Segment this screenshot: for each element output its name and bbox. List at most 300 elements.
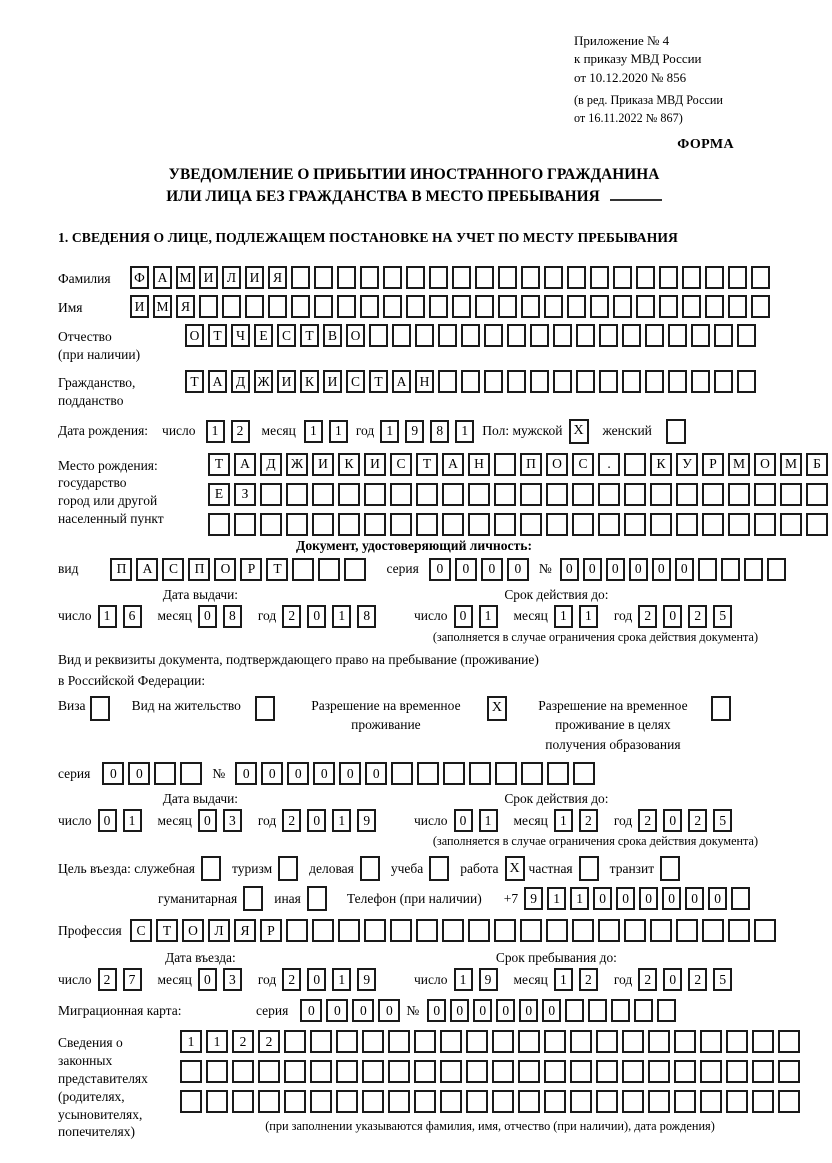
char-cell[interactable] [613, 295, 632, 318]
char-cell[interactable] [337, 266, 356, 289]
char-cell[interactable] [596, 1030, 618, 1053]
char-cell[interactable]: 0 [198, 605, 217, 628]
purpose-tourism-checkbox[interactable] [278, 856, 298, 881]
char-cell[interactable] [544, 1060, 566, 1083]
char-cell[interactable]: Б [806, 453, 828, 476]
char-cell[interactable] [778, 1060, 800, 1083]
char-cell[interactable] [291, 295, 310, 318]
char-cell[interactable] [390, 919, 412, 942]
char-cell[interactable]: Р [702, 453, 724, 476]
char-cell[interactable] [721, 558, 740, 581]
char-cell[interactable]: 0 [261, 762, 283, 785]
char-cell[interactable] [466, 1060, 488, 1083]
char-cell[interactable]: 0 [662, 887, 681, 910]
char-cell[interactable] [596, 1060, 618, 1083]
char-cell[interactable]: 0 [593, 887, 612, 910]
char-cell[interactable] [613, 266, 632, 289]
char-cell[interactable]: П [110, 558, 132, 581]
char-cell[interactable]: Ч [231, 324, 250, 347]
char-cell[interactable]: 0 [429, 558, 451, 581]
char-cell[interactable] [518, 1060, 540, 1083]
char-cell[interactable]: С [162, 558, 184, 581]
char-cell[interactable]: 5 [713, 968, 732, 991]
char-cell[interactable]: Т [185, 370, 204, 393]
char-cell[interactable]: 0 [455, 558, 477, 581]
char-cell[interactable]: К [650, 453, 672, 476]
char-cell[interactable]: 0 [675, 558, 694, 581]
char-cell[interactable]: 6 [123, 605, 142, 628]
char-cell[interactable] [573, 762, 595, 785]
char-cell[interactable]: О [754, 453, 776, 476]
char-cell[interactable]: Л [222, 266, 241, 289]
male-checkbox[interactable]: X [569, 419, 589, 444]
char-cell[interactable]: 0 [300, 999, 322, 1022]
char-cell[interactable] [702, 919, 724, 942]
char-cell[interactable]: Е [254, 324, 273, 347]
char-cell[interactable] [414, 1060, 436, 1083]
char-cell[interactable] [338, 919, 360, 942]
char-cell[interactable] [443, 762, 465, 785]
char-cell[interactable] [336, 1090, 358, 1113]
char-cell[interactable]: 0 [128, 762, 150, 785]
char-cell[interactable]: А [442, 453, 464, 476]
char-cell[interactable] [338, 483, 360, 506]
char-cell[interactable] [778, 1030, 800, 1053]
char-cell[interactable] [634, 999, 653, 1022]
char-cell[interactable]: 8 [223, 605, 242, 628]
char-cell[interactable] [520, 513, 542, 536]
char-cell[interactable] [572, 919, 594, 942]
char-cell[interactable] [752, 1030, 774, 1053]
char-cell[interactable] [390, 513, 412, 536]
char-cell[interactable]: 2 [579, 968, 598, 991]
char-cell[interactable]: Р [240, 558, 262, 581]
char-cell[interactable]: 0 [313, 762, 335, 785]
char-cell[interactable] [622, 324, 641, 347]
char-cell[interactable] [590, 295, 609, 318]
char-cell[interactable] [442, 513, 464, 536]
char-cell[interactable] [806, 513, 828, 536]
char-cell[interactable] [362, 1030, 384, 1053]
char-cell[interactable] [700, 1090, 722, 1113]
char-cell[interactable] [682, 295, 701, 318]
temp-residence-checkbox[interactable]: X [487, 696, 507, 721]
char-cell[interactable] [668, 370, 687, 393]
char-cell[interactable] [553, 324, 572, 347]
char-cell[interactable] [674, 1060, 696, 1083]
char-cell[interactable]: 0 [102, 762, 124, 785]
char-cell[interactable] [312, 919, 334, 942]
char-cell[interactable]: 1 [554, 605, 573, 628]
char-cell[interactable] [737, 324, 756, 347]
female-checkbox[interactable] [666, 419, 686, 444]
char-cell[interactable]: В [323, 324, 342, 347]
char-cell[interactable] [520, 919, 542, 942]
char-cell[interactable] [648, 1060, 670, 1083]
char-cell[interactable]: 2 [638, 605, 657, 628]
char-cell[interactable] [570, 1090, 592, 1113]
char-cell[interactable] [705, 295, 724, 318]
char-cell[interactable]: Я [176, 295, 195, 318]
char-cell[interactable]: Т [208, 453, 230, 476]
char-cell[interactable] [645, 324, 664, 347]
char-cell[interactable]: Т [300, 324, 319, 347]
char-cell[interactable]: 1 [455, 420, 474, 443]
char-cell[interactable]: 0 [454, 605, 473, 628]
char-cell[interactable] [180, 1090, 202, 1113]
char-cell[interactable] [475, 295, 494, 318]
char-cell[interactable]: 9 [357, 968, 376, 991]
char-cell[interactable] [567, 266, 586, 289]
char-cell[interactable] [728, 919, 750, 942]
char-cell[interactable]: 1 [554, 968, 573, 991]
char-cell[interactable] [507, 324, 526, 347]
char-cell[interactable]: 2 [688, 605, 707, 628]
char-cell[interactable] [312, 513, 334, 536]
purpose-work-checkbox[interactable]: X [505, 856, 525, 881]
char-cell[interactable] [484, 370, 503, 393]
char-cell[interactable] [492, 1090, 514, 1113]
char-cell[interactable]: 0 [235, 762, 257, 785]
char-cell[interactable]: А [136, 558, 158, 581]
char-cell[interactable] [754, 483, 776, 506]
char-cell[interactable] [544, 1090, 566, 1113]
char-cell[interactable]: 1 [380, 420, 399, 443]
char-cell[interactable] [498, 295, 517, 318]
char-cell[interactable]: 9 [405, 420, 424, 443]
char-cell[interactable] [565, 999, 584, 1022]
char-cell[interactable] [726, 1030, 748, 1053]
char-cell[interactable] [468, 513, 490, 536]
char-cell[interactable] [731, 887, 750, 910]
char-cell[interactable]: 0 [616, 887, 635, 910]
purpose-transit-checkbox[interactable] [660, 856, 680, 881]
char-cell[interactable] [468, 483, 490, 506]
char-cell[interactable] [622, 370, 641, 393]
char-cell[interactable] [337, 295, 356, 318]
char-cell[interactable] [596, 1090, 618, 1113]
char-cell[interactable] [429, 295, 448, 318]
char-cell[interactable] [806, 483, 828, 506]
char-cell[interactable] [495, 762, 517, 785]
char-cell[interactable] [648, 1090, 670, 1113]
char-cell[interactable]: М [176, 266, 195, 289]
char-cell[interactable] [258, 1060, 280, 1083]
char-cell[interactable] [520, 483, 542, 506]
char-cell[interactable] [570, 1060, 592, 1083]
purpose-business-checkbox[interactable] [360, 856, 380, 881]
char-cell[interactable] [650, 513, 672, 536]
char-cell[interactable]: М [728, 453, 750, 476]
char-cell[interactable] [726, 1090, 748, 1113]
purpose-private-checkbox[interactable] [579, 856, 599, 881]
char-cell[interactable]: 0 [583, 558, 602, 581]
char-cell[interactable] [702, 483, 724, 506]
char-cell[interactable]: П [188, 558, 210, 581]
char-cell[interactable] [440, 1090, 462, 1113]
char-cell[interactable] [553, 370, 572, 393]
char-cell[interactable]: 0 [326, 999, 348, 1022]
char-cell[interactable] [180, 1060, 202, 1083]
char-cell[interactable]: Т [208, 324, 227, 347]
char-cell[interactable] [691, 324, 710, 347]
char-cell[interactable]: 0 [427, 999, 446, 1022]
char-cell[interactable] [292, 558, 314, 581]
char-cell[interactable]: 2 [98, 968, 117, 991]
char-cell[interactable]: 0 [606, 558, 625, 581]
char-cell[interactable] [636, 266, 655, 289]
char-cell[interactable]: 0 [307, 605, 326, 628]
char-cell[interactable]: 1 [206, 1030, 228, 1053]
char-cell[interactable] [406, 295, 425, 318]
char-cell[interactable]: 0 [287, 762, 309, 785]
char-cell[interactable] [336, 1030, 358, 1053]
char-cell[interactable] [546, 483, 568, 506]
char-cell[interactable] [780, 513, 802, 536]
char-cell[interactable] [698, 558, 717, 581]
char-cell[interactable] [702, 513, 724, 536]
char-cell[interactable] [154, 762, 176, 785]
char-cell[interactable] [232, 1090, 254, 1113]
char-cell[interactable]: 1 [332, 968, 351, 991]
char-cell[interactable] [360, 295, 379, 318]
char-cell[interactable] [507, 370, 526, 393]
char-cell[interactable]: 0 [378, 999, 400, 1022]
char-cell[interactable] [650, 919, 672, 942]
char-cell[interactable]: 1 [332, 809, 351, 832]
purpose-study-checkbox[interactable] [429, 856, 449, 881]
char-cell[interactable] [498, 266, 517, 289]
char-cell[interactable] [728, 295, 747, 318]
char-cell[interactable] [260, 483, 282, 506]
char-cell[interactable]: 1 [332, 605, 351, 628]
char-cell[interactable] [576, 370, 595, 393]
char-cell[interactable]: 2 [579, 809, 598, 832]
char-cell[interactable] [286, 483, 308, 506]
char-cell[interactable] [544, 1030, 566, 1053]
char-cell[interactable]: 2 [282, 809, 301, 832]
char-cell[interactable]: А [234, 453, 256, 476]
char-cell[interactable]: 0 [339, 762, 361, 785]
char-cell[interactable] [700, 1030, 722, 1053]
char-cell[interactable] [234, 513, 256, 536]
char-cell[interactable] [318, 558, 340, 581]
char-cell[interactable]: Ф [130, 266, 149, 289]
char-cell[interactable] [588, 999, 607, 1022]
char-cell[interactable] [406, 266, 425, 289]
char-cell[interactable] [752, 1090, 774, 1113]
char-cell[interactable]: А [153, 266, 172, 289]
char-cell[interactable]: 1 [554, 809, 573, 832]
purpose-official-checkbox[interactable] [201, 856, 221, 881]
char-cell[interactable] [714, 370, 733, 393]
char-cell[interactable] [767, 558, 786, 581]
char-cell[interactable] [232, 1060, 254, 1083]
char-cell[interactable] [705, 266, 724, 289]
char-cell[interactable] [518, 1030, 540, 1053]
char-cell[interactable] [598, 483, 620, 506]
char-cell[interactable] [388, 1060, 410, 1083]
char-cell[interactable]: И [199, 266, 218, 289]
char-cell[interactable] [636, 295, 655, 318]
char-cell[interactable] [494, 513, 516, 536]
char-cell[interactable] [438, 324, 457, 347]
char-cell[interactable] [369, 324, 388, 347]
char-cell[interactable]: С [390, 453, 412, 476]
char-cell[interactable]: 1 [180, 1030, 202, 1053]
char-cell[interactable] [544, 266, 563, 289]
char-cell[interactable]: 2 [232, 1030, 254, 1053]
char-cell[interactable] [222, 295, 241, 318]
char-cell[interactable] [659, 295, 678, 318]
char-cell[interactable] [599, 370, 618, 393]
char-cell[interactable]: Н [468, 453, 490, 476]
char-cell[interactable] [362, 1090, 384, 1113]
purpose-humanitarian-checkbox[interactable] [243, 886, 263, 911]
char-cell[interactable] [258, 1090, 280, 1113]
char-cell[interactable] [442, 919, 464, 942]
char-cell[interactable]: 0 [307, 809, 326, 832]
char-cell[interactable] [676, 513, 698, 536]
char-cell[interactable] [360, 266, 379, 289]
char-cell[interactable] [245, 295, 264, 318]
char-cell[interactable] [383, 295, 402, 318]
char-cell[interactable]: 9 [479, 968, 498, 991]
char-cell[interactable] [284, 1060, 306, 1083]
char-cell[interactable]: 1 [454, 968, 473, 991]
char-cell[interactable] [744, 558, 763, 581]
char-cell[interactable]: Н [415, 370, 434, 393]
char-cell[interactable]: О [346, 324, 365, 347]
char-cell[interactable] [598, 919, 620, 942]
char-cell[interactable] [466, 1090, 488, 1113]
char-cell[interactable]: О [182, 919, 204, 942]
char-cell[interactable]: 5 [713, 809, 732, 832]
char-cell[interactable]: 0 [450, 999, 469, 1022]
char-cell[interactable] [461, 370, 480, 393]
char-cell[interactable]: 9 [524, 887, 543, 910]
char-cell[interactable] [180, 762, 202, 785]
char-cell[interactable]: 0 [639, 887, 658, 910]
char-cell[interactable] [336, 1060, 358, 1083]
char-cell[interactable]: 0 [708, 887, 727, 910]
char-cell[interactable] [314, 266, 333, 289]
char-cell[interactable] [682, 266, 701, 289]
char-cell[interactable] [530, 324, 549, 347]
char-cell[interactable] [676, 919, 698, 942]
char-cell[interactable]: Я [268, 266, 287, 289]
char-cell[interactable] [417, 762, 439, 785]
char-cell[interactable] [414, 1090, 436, 1113]
char-cell[interactable]: 8 [430, 420, 449, 443]
char-cell[interactable]: О [546, 453, 568, 476]
char-cell[interactable] [728, 513, 750, 536]
char-cell[interactable] [364, 919, 386, 942]
char-cell[interactable]: 7 [123, 968, 142, 991]
char-cell[interactable]: 0 [98, 809, 117, 832]
char-cell[interactable] [572, 483, 594, 506]
char-cell[interactable]: К [300, 370, 319, 393]
char-cell[interactable]: К [338, 453, 360, 476]
char-cell[interactable] [312, 483, 334, 506]
char-cell[interactable]: 1 [304, 420, 323, 443]
char-cell[interactable]: 0 [685, 887, 704, 910]
char-cell[interactable]: И [312, 453, 334, 476]
char-cell[interactable] [364, 483, 386, 506]
char-cell[interactable]: А [392, 370, 411, 393]
char-cell[interactable]: . [598, 453, 620, 476]
char-cell[interactable] [442, 483, 464, 506]
char-cell[interactable]: Т [156, 919, 178, 942]
char-cell[interactable]: 0 [454, 809, 473, 832]
char-cell[interactable]: 2 [688, 968, 707, 991]
char-cell[interactable]: 3 [223, 809, 242, 832]
char-cell[interactable] [415, 324, 434, 347]
char-cell[interactable] [284, 1090, 306, 1113]
char-cell[interactable] [314, 295, 333, 318]
char-cell[interactable] [728, 483, 750, 506]
char-cell[interactable] [598, 513, 620, 536]
char-cell[interactable] [492, 1030, 514, 1053]
residence-permit-checkbox[interactable] [255, 696, 275, 721]
char-cell[interactable] [452, 295, 471, 318]
char-cell[interactable]: 0 [496, 999, 515, 1022]
char-cell[interactable]: 8 [357, 605, 376, 628]
char-cell[interactable]: М [780, 453, 802, 476]
char-cell[interactable] [452, 266, 471, 289]
char-cell[interactable] [440, 1060, 462, 1083]
char-cell[interactable] [494, 453, 516, 476]
char-cell[interactable] [338, 513, 360, 536]
char-cell[interactable] [624, 513, 646, 536]
char-cell[interactable] [466, 1030, 488, 1053]
char-cell[interactable]: 0 [663, 968, 682, 991]
char-cell[interactable] [461, 324, 480, 347]
char-cell[interactable] [547, 762, 569, 785]
purpose-other-checkbox[interactable] [307, 886, 327, 911]
char-cell[interactable]: 0 [198, 968, 217, 991]
char-cell[interactable] [364, 513, 386, 536]
char-cell[interactable]: 2 [258, 1030, 280, 1053]
char-cell[interactable] [388, 1030, 410, 1053]
char-cell[interactable] [622, 1030, 644, 1053]
char-cell[interactable] [344, 558, 366, 581]
char-cell[interactable] [674, 1030, 696, 1053]
char-cell[interactable] [416, 483, 438, 506]
char-cell[interactable] [674, 1090, 696, 1113]
char-cell[interactable] [751, 295, 770, 318]
char-cell[interactable] [648, 1030, 670, 1053]
char-cell[interactable]: Т [266, 558, 288, 581]
char-cell[interactable] [714, 324, 733, 347]
char-cell[interactable] [780, 483, 802, 506]
char-cell[interactable] [676, 483, 698, 506]
char-cell[interactable] [208, 513, 230, 536]
char-cell[interactable]: 1 [123, 809, 142, 832]
char-cell[interactable]: 0 [365, 762, 387, 785]
char-cell[interactable]: 0 [473, 999, 492, 1022]
char-cell[interactable]: Л [208, 919, 230, 942]
char-cell[interactable]: 0 [481, 558, 503, 581]
char-cell[interactable] [659, 266, 678, 289]
char-cell[interactable] [572, 513, 594, 536]
char-cell[interactable]: С [572, 453, 594, 476]
char-cell[interactable] [576, 324, 595, 347]
char-cell[interactable] [546, 513, 568, 536]
char-cell[interactable] [624, 919, 646, 942]
char-cell[interactable]: 2 [638, 968, 657, 991]
char-cell[interactable] [590, 266, 609, 289]
